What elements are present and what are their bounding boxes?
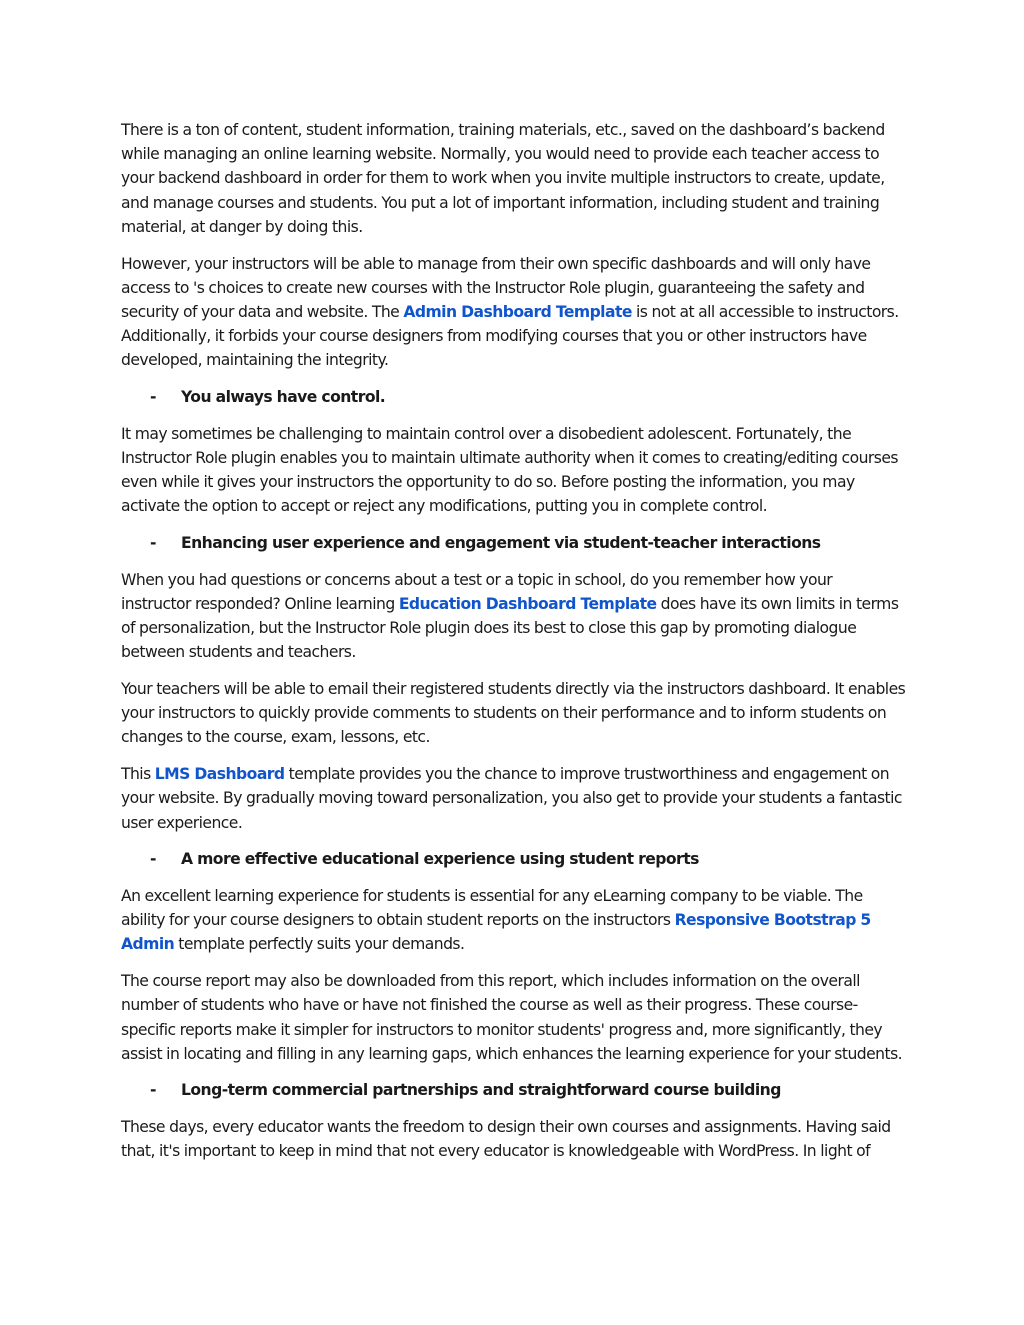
bullet-control [121,385,906,409]
paragraph-text: template perfectly suits your demands. [174,935,465,954]
education-dashboard-template-link[interactable]: Education Dashboard Template [398,594,657,613]
paragraph-text: When you had questions or concerns about a test or a topic in school, do you remember how your instructor responded? Online learning [121,570,833,613]
bullet-heading: Enhancing user experience and engagement via student-teacher interactions [181,534,821,553]
paragraph-text: This [121,765,155,784]
paragraph-text: An excellent learning experience for students is essential for any eLearning company to be viable. The ability for your course designers to obtain student reports on the instructors [121,886,863,930]
bullet-partnerships [121,1078,906,1102]
paragraph-lms [121,762,906,835]
paragraph-text: template provides you the chance to improve trustworthiness and engagement on your website. By gradually moving toward personalization, you also get to provide your students a fantastic user experience. [121,765,902,832]
paragraph-learning-experience [121,884,906,957]
paragraph-instructor-dashboards [121,252,906,373]
paragraph-text: does have its own limits in terms of personalization, but the Instructor Role plugin does its best to close this gap by promoting dialogue between students and teachers. [121,594,899,662]
responsive-bootstrap-admin-link[interactable]: Responsive Bootstrap 5 Admin [121,911,871,954]
paragraph-control: It may sometimes be challenging to maintain control over a disobedient adolescent. Fortunately, the Instructor Role plugin enables you to maintain ultimate authority when it comes to creating/editing courses even while it gives your instructors the opportunity to do so. Before posting the information, you may activate the option to accept or reject any modifications, putting you in complete control. [121,424,898,516]
bullet-dash: - [150,1081,156,1100]
bullet-student-reports [121,847,906,871]
paragraph-intro: There is a ton of content, student information, training materials, etc., saved on the dashboard’s backend while managing an online learning website. Normally, you would need to provide each teacher access to your backend dashboard in order for them to work when you invite multiple instructors to create, update, and manage courses and students. You put a lot of important information, including student and training material, at danger by doing this. [121,121,885,236]
paragraph-text: is not at all accessible to instructors. Additionally, it forbids your course designers from modifying courses that you or other instructors have developed, maintaining the integrity. [121,302,899,370]
bullet-dash: - [150,850,156,869]
bullet-heading: You always have control. [181,388,386,407]
bullet-heading: A more effective educational experience using student reports [181,850,699,869]
paragraph-course-report: The course report may also be downloaded from this report, which includes information on the overall number of students who have or have not finished the course as well as their progress. These course-specific reports make it simpler for instructors to monitor students' progress and, more significantly, they assist in locating and filling in any learning gaps, which enhances the learning experience for your students. [121,972,903,1063]
bullet-dash: - [150,534,156,553]
paragraph-email: Your teachers will be able to email their registered students directly via the instructors dashboard. It enables your instructors to quickly provide comments to students on their performance and to inform students on changes to the course, exam, lessons, etc. [121,680,906,747]
bullet-heading: Long-term commercial partnerships and straightforward course building [181,1081,781,1100]
paragraph-educators: These days, every educator wants the freedom to design their own courses and assignments. Having said that, it's important to keep in mind that not every educator is knowledgeable with WordPress. In light of [121,1118,891,1161]
paragraph-text: However, your instructors will be able to manage from their own specific dashboards and will only have access to 's choices to create new courses with the Instructor Role plugin, guaranteeing the safety and security of your data and website. The [121,254,871,321]
bullet-dash: - [150,388,156,407]
bullet-user-experience [121,531,906,555]
admin-dashboard-template-link[interactable]: Admin Dashboard Template [403,302,632,321]
paragraph-questions [121,568,906,665]
lms-dashboard-link[interactable]: LMS Dashboard [154,765,285,784]
